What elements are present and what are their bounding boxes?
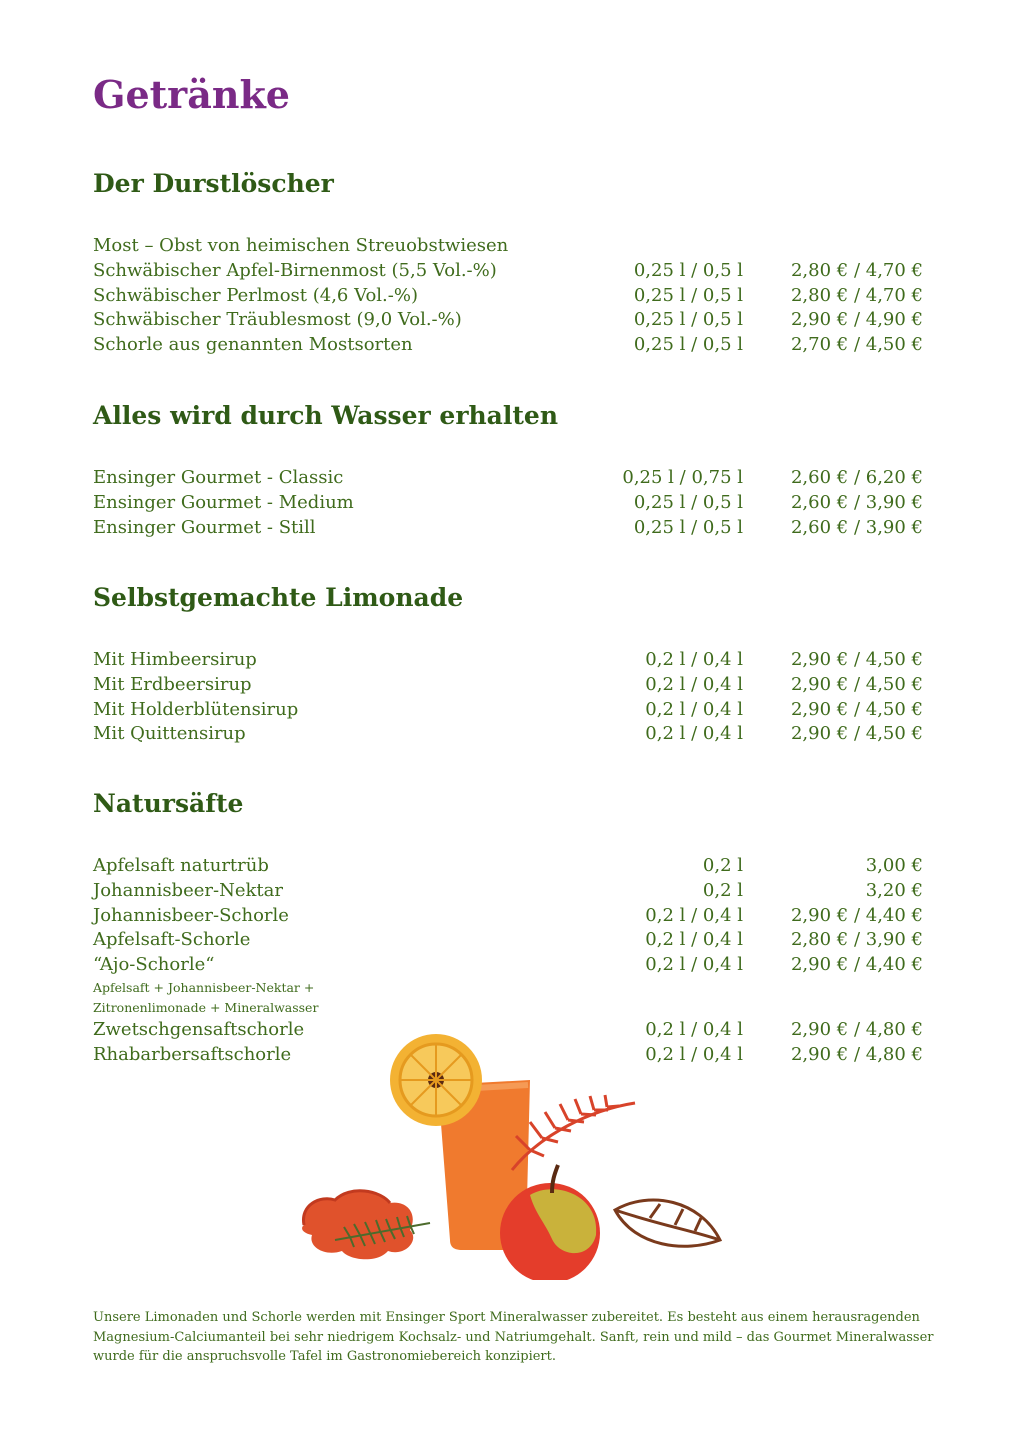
item-name: Schwäbischer Träublesmost (9,0 Vol.-%) (93, 309, 462, 331)
item-name: Johannisbeer-Schorle (93, 904, 289, 926)
drink-illustration (290, 1025, 740, 1280)
item-price: 2,80 € / 3,90 € (790, 929, 923, 951)
menu-item (93, 491, 933, 516)
item-price: 2,80 € / 4,70 € (790, 284, 923, 306)
item-name: Ensinger Gourmet - Still (93, 516, 316, 538)
item-name: Apfelsaft naturtrüb (93, 855, 269, 876)
item-name: Mit Erdbeersirup (93, 673, 252, 695)
section-heading: Alles wird durch Wasser erhalten (93, 401, 558, 430)
menu-list (93, 234, 933, 358)
item-price: 2,90 € / 4,40 € (790, 954, 923, 976)
section-limonade (93, 580, 933, 747)
section-der-durstloescher (93, 166, 933, 358)
menu-item (93, 234, 933, 259)
section-heading: Selbstgemachte Limonade (93, 583, 464, 612)
item-price: 2,90 € / 4,50 € (790, 698, 923, 720)
item-size: 0,25 l / 0,5 l (633, 516, 743, 538)
item-size: 0,2 l / 0,4 l (645, 698, 743, 720)
item-size: 0,25 l / 0,5 l (633, 309, 743, 331)
item-size: 0,2 l / 0,4 l (645, 904, 743, 926)
menu-item (93, 722, 933, 747)
item-price: 2,70 € / 4,50 € (790, 334, 923, 356)
item-size: 0,2 l / 0,4 l (645, 1043, 743, 1065)
menu-item (93, 648, 933, 673)
menu-item (93, 854, 933, 879)
item-size: 0,2 l / 0,4 l (645, 929, 743, 951)
item-size: 0,25 l / 0,5 l (633, 259, 743, 281)
item-name: Schorle aus genannten Mostsorten (93, 334, 413, 356)
item-price: 2,90 € / 4,80 € (790, 1043, 923, 1065)
leaf-icon (302, 1191, 413, 1259)
item-price: 2,90 € / 4,50 € (790, 649, 923, 670)
orange-slice-icon (390, 1034, 482, 1126)
menu-item (93, 466, 933, 491)
menu-item (93, 904, 933, 929)
section-heading: Natursäfte (93, 789, 244, 818)
item-name: Schwäbischer Apfel-Birnenmost (5,5 Vol.-%) (93, 259, 497, 281)
item-name: Most – Obst von heimischen Streuobstwiesen (93, 235, 509, 256)
section-wasser (93, 398, 933, 540)
item-size: 0,2 l / 0,4 l (645, 673, 743, 695)
item-name: Ensinger Gourmet - Medium (93, 491, 354, 513)
item-price: 2,90 € / 4,40 € (790, 904, 923, 926)
item-price: 2,90 € / 4,90 € (790, 309, 923, 331)
item-name: “Ajo-Schorle“ (93, 954, 215, 976)
twig-icon (512, 1095, 635, 1170)
menu-item (93, 879, 933, 904)
menu-item (93, 308, 933, 333)
item-name: Johannisbeer-Nektar (93, 879, 283, 901)
item-price: 2,60 € / 6,20 € (790, 467, 923, 488)
item-name: Ensinger Gourmet - Classic (93, 467, 344, 488)
item-size: 0,25 l / 0,5 l (633, 491, 743, 513)
item-name: Schwäbischer Perlmost (4,6 Vol.-%) (93, 284, 418, 306)
item-size: 0,25 l / 0,75 l (622, 467, 743, 488)
item-size: 0,2 l / 0,4 l (645, 1018, 743, 1040)
outline-leaf-icon (615, 1200, 720, 1246)
footer-note: Unsere Limonaden und Schorle werden mit Ensinger Sport Mineralwasser zubereitet. Es besteht aus einem herausragenden Magnesium-Calciumanteil bei sehr niedrigem Kochsalz- und Natriumgehalt. Sanft, rein und mild – das Gourmet Mineralwasser wurde für die anspruchsvolle Tafel im Gastronomiebereich konzipiert. (93, 1310, 934, 1364)
menu-list (93, 648, 933, 747)
item-name: Mit Himbeersirup (93, 649, 257, 670)
item-name: Apfelsaft-Schorle (93, 929, 251, 951)
item-name: Mit Quittensirup (93, 723, 246, 745)
item-price: 3,00 € (865, 855, 923, 876)
item-price: 2,60 € / 3,90 € (790, 491, 923, 513)
item-size: 0,2 l / 0,4 l (645, 649, 743, 670)
item-name: Zwetschgensaftschorle (93, 1018, 305, 1040)
menu-item (93, 516, 933, 541)
item-size: 0,2 l / 0,4 l (645, 723, 743, 745)
menu-item (93, 673, 933, 698)
item-size: 0,2 l (702, 879, 743, 901)
item-name: Rhabarbersaftschorle (93, 1043, 292, 1065)
menu-item (93, 284, 933, 309)
menu-item (93, 698, 933, 723)
item-price: 3,20 € (865, 879, 923, 901)
page-title: Getränke (93, 72, 290, 117)
section-heading: Der Durstlöscher (93, 169, 334, 198)
item-size: 0,2 l / 0,4 l (645, 954, 743, 976)
menu-item (93, 259, 933, 284)
item-price: 2,90 € / 4,50 € (790, 723, 923, 745)
item-size: 0,25 l / 0,5 l (633, 334, 743, 356)
item-note: Apfelsaft + Johannisbeer-Nektar + Zitronenlimonade + Mineralwasser (93, 979, 319, 1015)
menu-list (93, 466, 933, 540)
item-price: 2,60 € / 3,90 € (790, 516, 923, 538)
item-name: Mit Holderblütensirup (93, 698, 299, 720)
item-size: 0,2 l (702, 855, 743, 876)
item-size: 0,25 l / 0,5 l (633, 284, 743, 306)
item-price: 2,80 € / 4,70 € (790, 259, 923, 281)
menu-item (93, 333, 933, 358)
menu-item (93, 928, 933, 953)
menu-item (93, 953, 933, 978)
item-price: 2,90 € / 4,50 € (790, 673, 923, 695)
item-price: 2,90 € / 4,80 € (790, 1018, 923, 1040)
